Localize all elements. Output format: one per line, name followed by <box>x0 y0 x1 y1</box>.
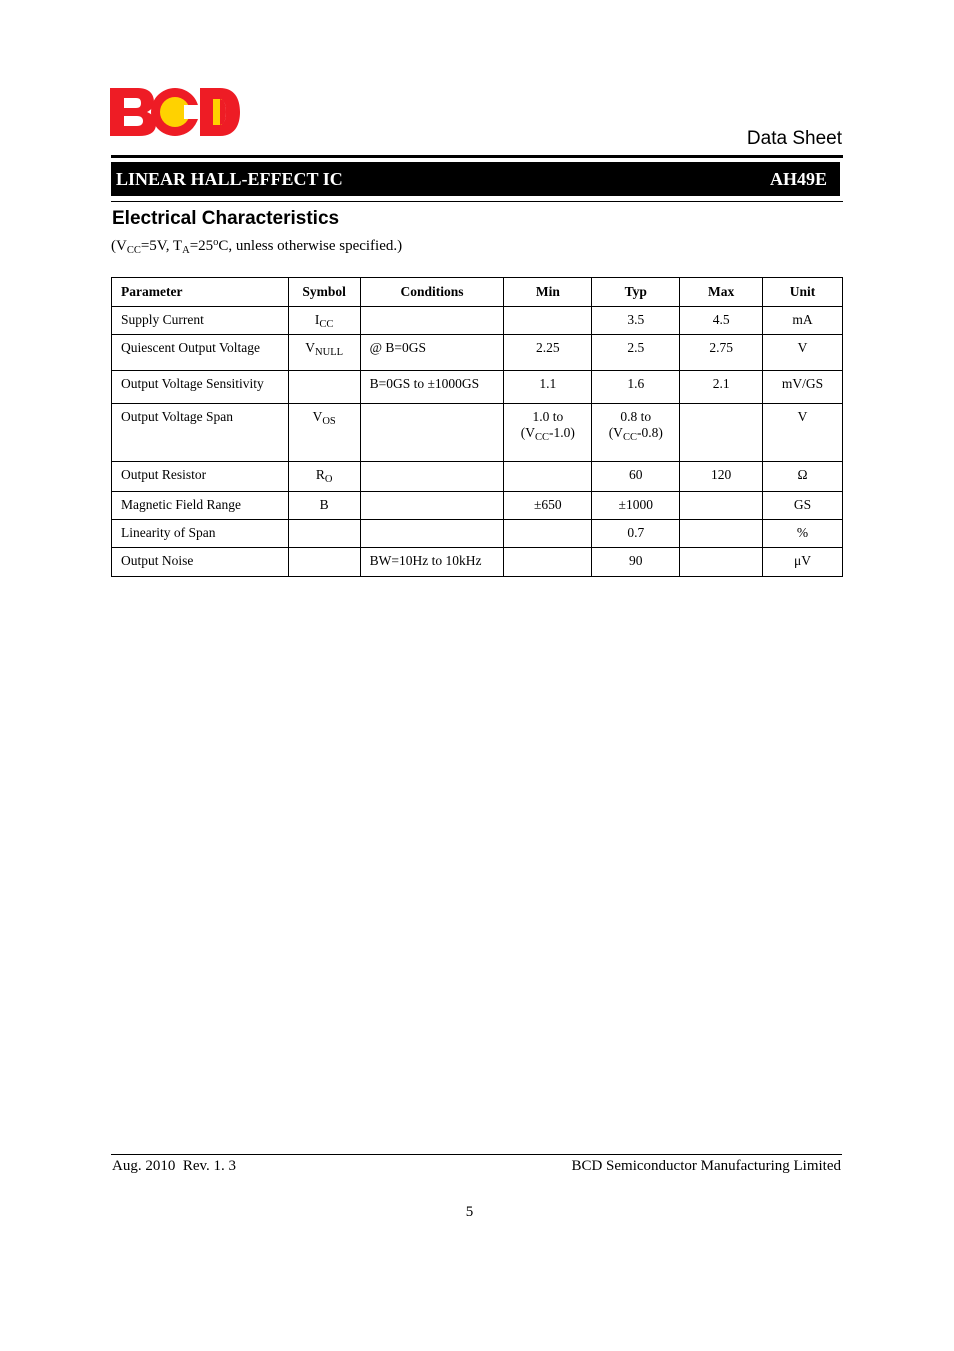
cell-min <box>504 548 592 577</box>
cell-typ: 0.8 to $(V_{CC}-0.8)$ <box>592 404 680 462</box>
cell-min: 1.0 to $(V_{CC}-1.0)$ <box>504 404 592 462</box>
footer-revision: Aug. 2010 Rev. 1. 3 <box>112 1158 237 1174</box>
cell-unit: Ω <box>763 462 843 492</box>
footer-company: BCD Semiconductor Manufacturing Limited <box>571 1158 841 1174</box>
cell-min: 1.1 <box>504 371 592 404</box>
electrical-characteristics-table <box>111 277 843 577</box>
cell-conditions <box>360 462 504 492</box>
table-row <box>112 520 843 548</box>
cell-symbol: $V_{NULL}$ <box>288 335 360 371</box>
section-title: Electrical Characteristics <box>112 208 340 229</box>
cell-symbol <box>288 520 360 548</box>
page-number: 5 <box>465 1204 474 1220</box>
cell-unit: GS <box>763 492 843 520</box>
cell-parameter: Output Voltage Span <box>112 404 289 462</box>
cell-min: 2.25 <box>504 335 592 371</box>
table-row <box>112 462 843 492</box>
header-symbol: Symbol <box>288 278 360 307</box>
cell-conditions: BW=10Hz to 10kHz <box>360 548 504 577</box>
cell-min <box>504 462 592 492</box>
header-unit: Unit <box>763 278 843 307</box>
cell-max <box>680 520 763 548</box>
cell-conditions: B=0GS to ±1000GS <box>360 371 504 404</box>
cell-parameter: Output Resistor <box>112 462 289 492</box>
doc-type-label: Data Sheet <box>746 128 842 149</box>
cell-typ: 0.7 <box>592 520 680 548</box>
cell-conditions <box>360 404 504 462</box>
bcd-logo <box>108 86 242 138</box>
table-header-row <box>112 278 843 307</box>
header-conditions: Conditions <box>360 278 504 307</box>
table-row <box>112 335 843 371</box>
table-row <box>112 371 843 404</box>
cell-symbol: B <box>288 492 360 520</box>
header-min: Min <box>504 278 592 307</box>
cell-typ: 60 <box>592 462 680 492</box>
cell-parameter: Output Noise <box>112 548 289 577</box>
cell-max <box>680 492 763 520</box>
header-rule <box>111 155 843 158</box>
banner-product-category: LINEAR HALL-EFFECT IC <box>116 168 343 189</box>
cell-unit: V <box>763 335 843 371</box>
header-typ: Typ <box>592 278 680 307</box>
cell-max: 2.75 <box>680 335 763 371</box>
footer-rule <box>111 1154 842 1155</box>
table-row <box>112 548 843 577</box>
cell-unit: mA <box>763 307 843 335</box>
cell-min <box>504 520 592 548</box>
cell-parameter: Linearity of Span <box>112 520 289 548</box>
cell-typ: 2.5 <box>592 335 680 371</box>
cell-min <box>504 307 592 335</box>
cell-conditions <box>360 492 504 520</box>
cell-conditions <box>360 307 504 335</box>
cell-parameter: Supply Current <box>112 307 289 335</box>
cell-symbol: $I_{CC}$ <box>288 307 360 335</box>
cell-unit: V <box>763 404 843 462</box>
cell-max: 120 <box>680 462 763 492</box>
title-banner <box>111 162 840 196</box>
cell-max: 2.1 <box>680 371 763 404</box>
cell-symbol <box>288 371 360 404</box>
cell-unit: mV/GS <box>763 371 843 404</box>
cell-max <box>680 548 763 577</box>
cell-conditions: @ B=0GS <box>360 335 504 371</box>
cell-typ: ±1000 <box>592 492 680 520</box>
cell-unit: % <box>763 520 843 548</box>
cell-typ: 90 <box>592 548 680 577</box>
banner-underline <box>111 201 843 202</box>
table-row <box>112 492 843 520</box>
cell-max <box>680 404 763 462</box>
cell-parameter: Output Voltage Sensitivity <box>112 371 289 404</box>
cell-max: 4.5 <box>680 307 763 335</box>
cell-parameter: Quiescent Output Voltage <box>112 335 289 371</box>
header-parameter: Parameter <box>112 278 289 307</box>
table-row <box>112 404 843 462</box>
cell-conditions <box>360 520 504 548</box>
cell-parameter: Magnetic Field Range <box>112 492 289 520</box>
cell-min: ±650 <box>504 492 592 520</box>
cell-symbol: $V_{OS}$ <box>288 404 360 462</box>
cell-typ: 3.5 <box>592 307 680 335</box>
cell-typ: 1.6 <box>592 371 680 404</box>
cell-symbol <box>288 548 360 577</box>
banner-part-number: AH49E <box>769 168 827 189</box>
test-conditions: ($V_{CC}=5V$, $T_A=25^oC$, unless otherwise specified.) <box>111 237 403 256</box>
header-max: Max <box>680 278 763 307</box>
cell-unit: μV <box>763 548 843 577</box>
table-row <box>112 307 843 335</box>
cell-symbol: $R_O$ <box>288 462 360 492</box>
